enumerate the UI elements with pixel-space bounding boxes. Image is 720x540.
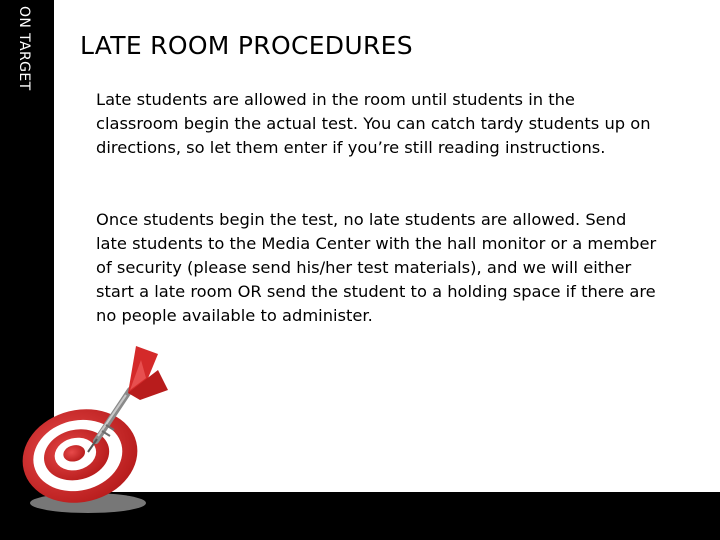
sidebar-label: ON TARGET: [16, 6, 32, 91]
slide-title: LATE ROOM PROCEDURES: [80, 31, 413, 60]
dart-target-icon: [18, 338, 178, 528]
body-paragraph-late-not-allowed: Once students begin the test, no late students are allowed. Send late students to the Media Center with the hall monitor or a member of security (please send his/her test materials), and we will either start a late room OR send the student to a holding space if there are no people available to administer.: [96, 210, 657, 325]
body-paragraph-late-allowed: Late students are allowed in the room until students in the classroom begin the actual test. You can catch tardy students up on directions, so let them enter if you’re still reading instructions.: [96, 90, 651, 157]
